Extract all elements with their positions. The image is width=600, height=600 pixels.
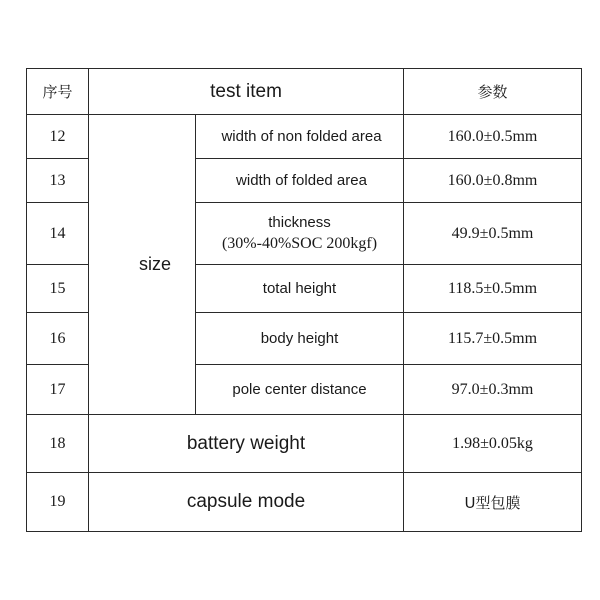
row-item-multiline bbox=[196, 203, 404, 265]
header-param: 参数 bbox=[404, 69, 582, 115]
row-value: 97.0±0.3mm bbox=[404, 365, 582, 415]
row-number: 14 bbox=[27, 203, 89, 265]
battery-spec-table bbox=[26, 68, 582, 532]
size-group-label: size bbox=[89, 115, 196, 415]
row-value: 160.0±0.8mm bbox=[404, 159, 582, 203]
row-value: 115.7±0.5mm bbox=[404, 313, 582, 365]
row-item: capsule mode bbox=[89, 473, 404, 532]
table-row bbox=[27, 415, 582, 473]
header-seq: 序号 bbox=[27, 69, 89, 115]
row-number: 13 bbox=[27, 159, 89, 203]
row-value: 1.98±0.05kg bbox=[404, 415, 582, 473]
row-item: thickness bbox=[268, 214, 331, 231]
row-item: pole center distance bbox=[196, 365, 404, 415]
row-number: 19 bbox=[27, 473, 89, 532]
row-number: 15 bbox=[27, 265, 89, 313]
row-item-sub: (30%-40%SOC 200kgf) bbox=[221, 235, 378, 252]
table-row bbox=[27, 115, 582, 159]
row-number: 18 bbox=[27, 415, 89, 473]
row-number: 12 bbox=[27, 115, 89, 159]
row-value: 49.9±0.5mm bbox=[404, 203, 582, 265]
row-value: 118.5±0.5mm bbox=[404, 265, 582, 313]
row-item: total height bbox=[196, 265, 404, 313]
row-number: 17 bbox=[27, 365, 89, 415]
row-number: 16 bbox=[27, 313, 89, 365]
row-item: battery weight bbox=[89, 415, 404, 473]
table-header-row bbox=[27, 69, 582, 115]
row-value: 160.0±0.5mm bbox=[404, 115, 582, 159]
table-row bbox=[27, 473, 582, 532]
row-item: width of non folded area bbox=[196, 115, 404, 159]
header-test-item: test item bbox=[89, 69, 404, 115]
row-item: width of folded area bbox=[196, 159, 404, 203]
row-value: U型包膜 bbox=[404, 473, 582, 532]
row-item: body height bbox=[196, 313, 404, 365]
